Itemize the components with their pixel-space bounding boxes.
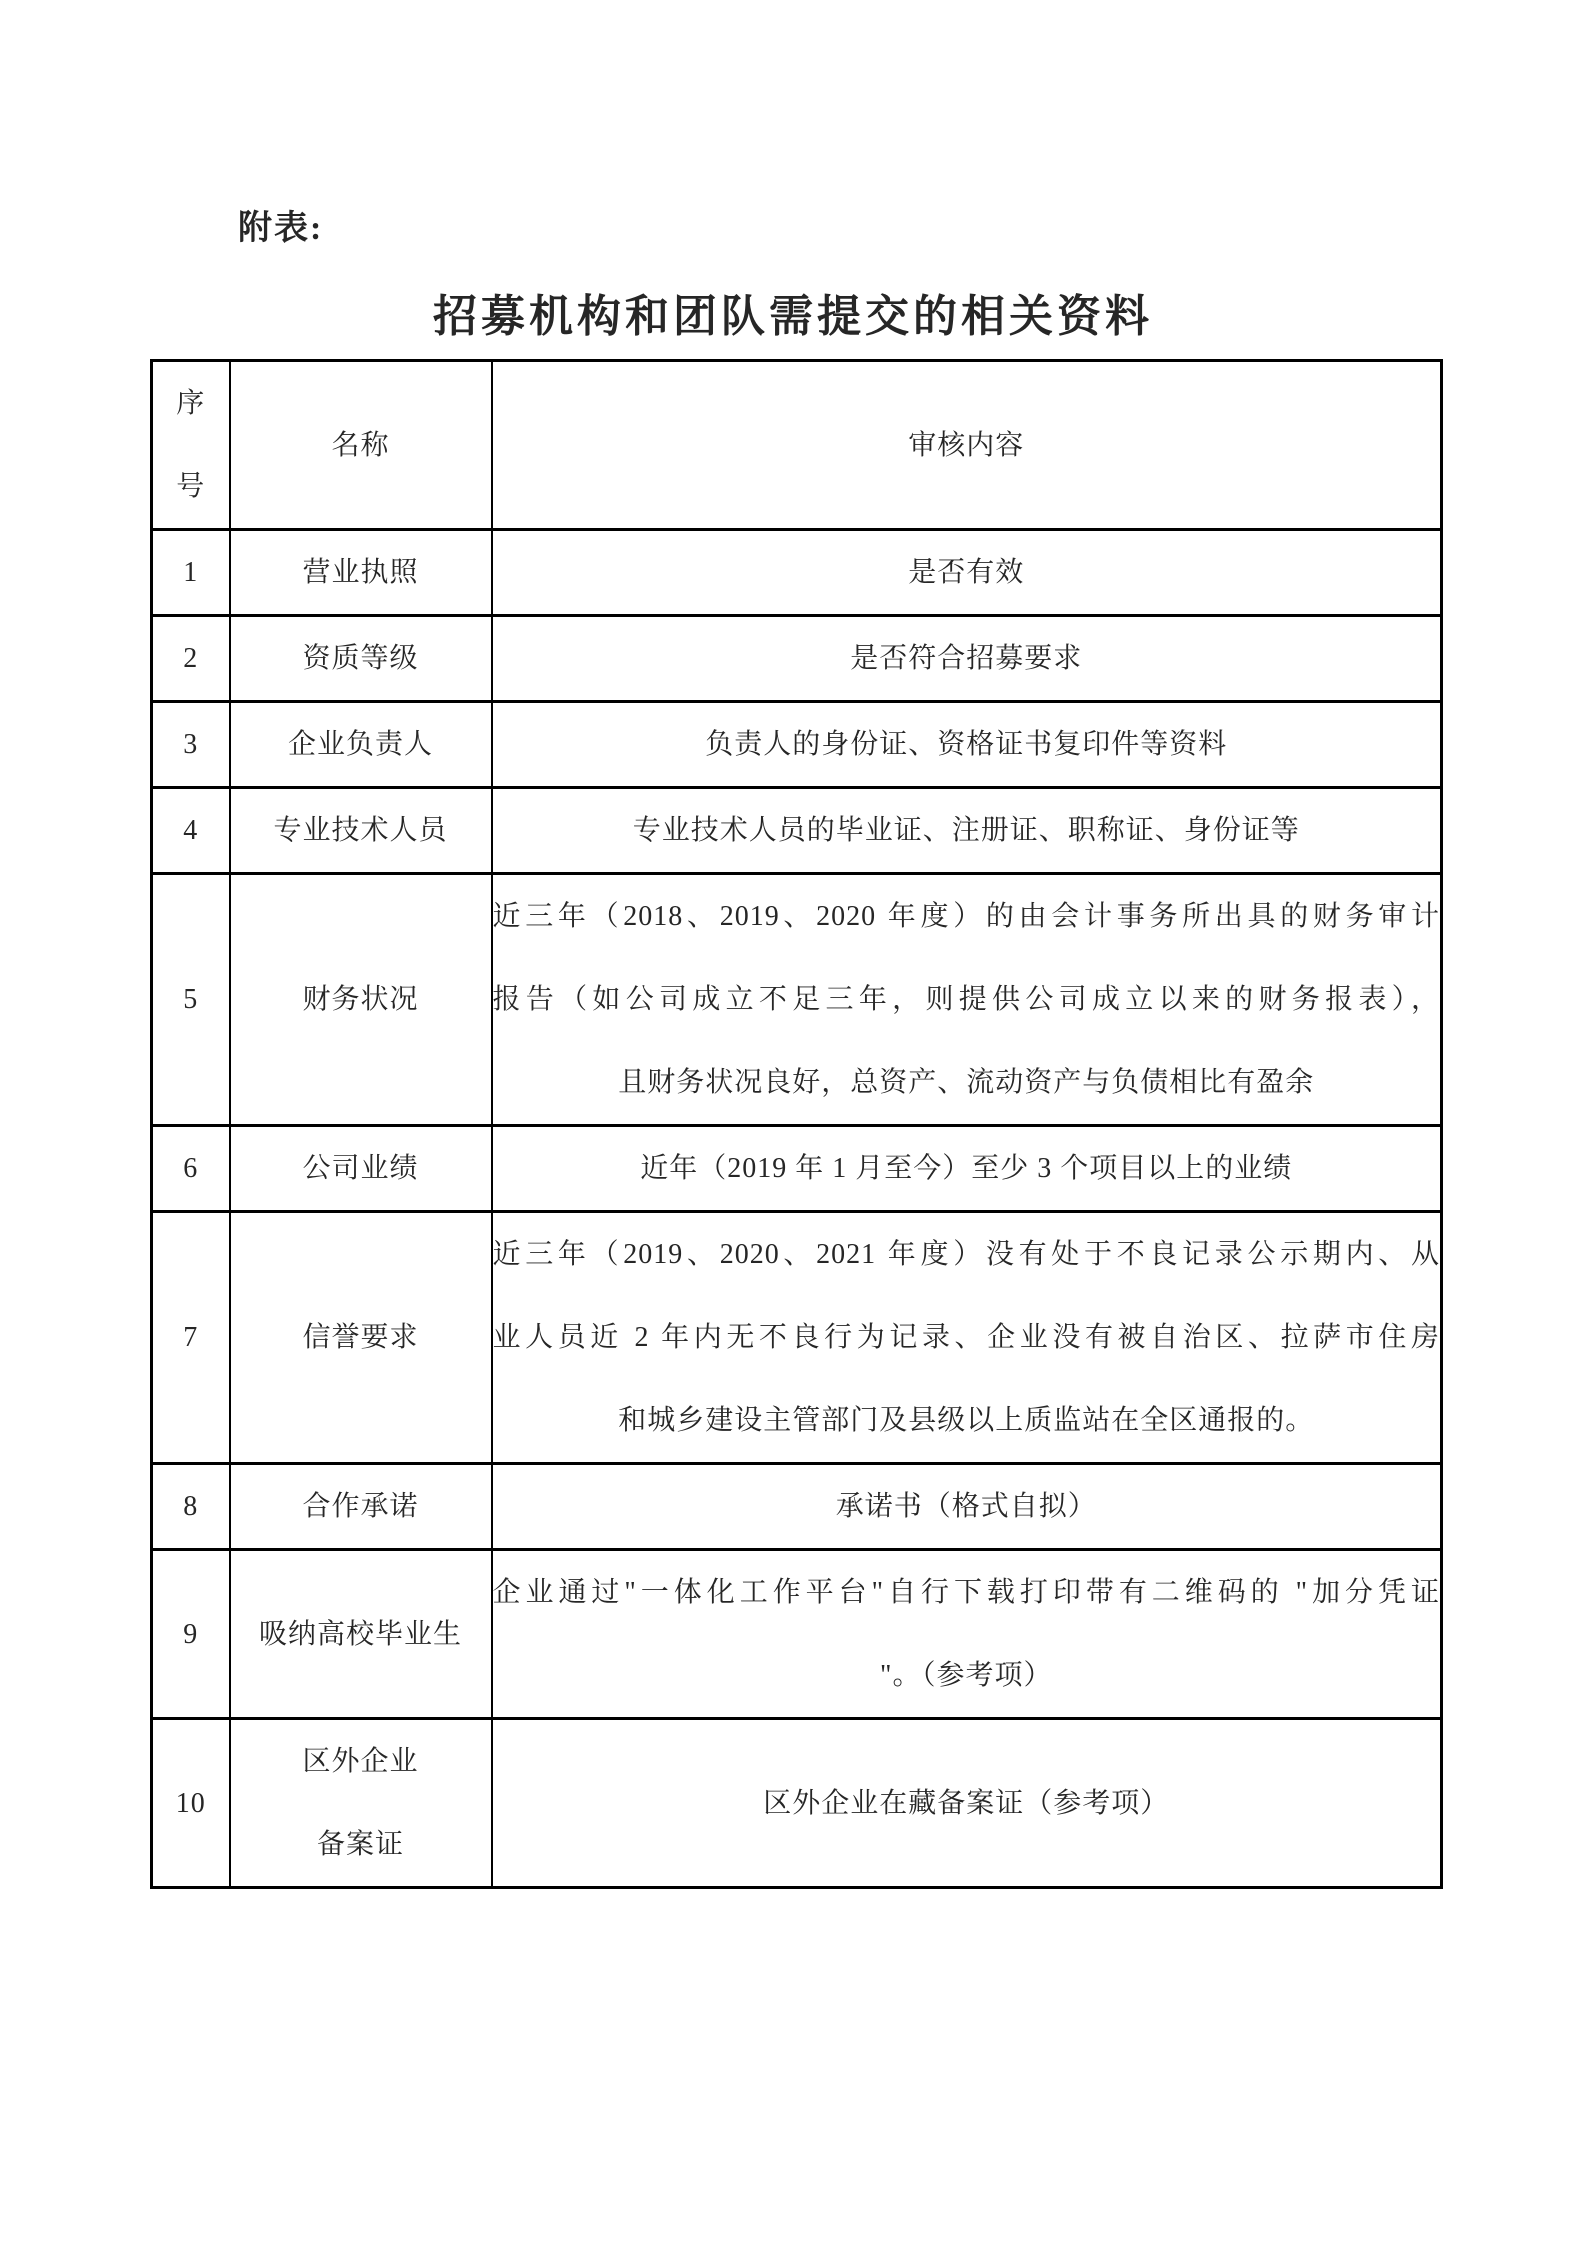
row-number: 6 bbox=[183, 1153, 199, 1184]
table-header-row bbox=[152, 361, 1442, 530]
header-content-label: 审核内容 bbox=[908, 429, 1025, 461]
row-name-cell bbox=[230, 874, 492, 1126]
row-content-cell bbox=[492, 1126, 1442, 1212]
row-content-cell bbox=[492, 702, 1442, 788]
row-content-line: 负责人的身份证、资格证书复印件等资料 bbox=[705, 729, 1228, 760]
row-content-line: 报告（如公司成立不足三年，则提供公司成立以来的财务报表）， bbox=[492, 984, 1440, 1015]
row-name-cell bbox=[230, 788, 492, 874]
attachment-label: 附表: bbox=[238, 210, 324, 247]
row-name-line: 营业执照 bbox=[302, 557, 419, 588]
row-name-cell bbox=[230, 702, 492, 788]
row-content-line: 近三年（2019、2020、2021 年度）没有处于不良记录公示期内、从 bbox=[492, 1239, 1440, 1270]
row-number-cell bbox=[152, 1126, 230, 1212]
row-name-line: 企业负责人 bbox=[287, 729, 433, 760]
header-no-line-2: 号 bbox=[176, 471, 206, 502]
row-content-cell bbox=[492, 1464, 1442, 1550]
table-row bbox=[152, 1126, 1442, 1212]
row-content-line: 且财务状况良好，总资产、流动资产与负债相比有盈余 bbox=[618, 1067, 1315, 1098]
row-name-cell bbox=[230, 1719, 492, 1888]
page-title: 招募机构和团队需提交的相关资料 bbox=[433, 292, 1153, 341]
row-content-line: 是否有效 bbox=[908, 557, 1025, 588]
row-name-cell bbox=[230, 616, 492, 702]
header-cell-name bbox=[230, 361, 492, 530]
row-number: 2 bbox=[183, 643, 199, 674]
row-name-cell bbox=[230, 1464, 492, 1550]
header-name-label: 名称 bbox=[331, 429, 390, 461]
header-cell-no bbox=[152, 361, 230, 530]
submission-materials-table bbox=[150, 359, 1443, 1889]
row-number-cell bbox=[152, 702, 230, 788]
row-number-cell bbox=[152, 616, 230, 702]
row-content-line: 区外企业在藏备案证（参考项） bbox=[763, 1787, 1170, 1819]
row-number-cell bbox=[152, 874, 230, 1126]
row-name-line: 备案证 bbox=[316, 1829, 404, 1860]
row-content-line: "。（参考项） bbox=[880, 1660, 1053, 1691]
row-name-line: 合作承诺 bbox=[302, 1491, 419, 1522]
row-number: 7 bbox=[183, 1322, 199, 1353]
row-name-cell bbox=[230, 530, 492, 616]
row-number: 1 bbox=[183, 557, 199, 588]
table-body bbox=[152, 530, 1442, 1888]
row-number: 10 bbox=[175, 1787, 206, 1819]
row-name-line: 专业技术人员 bbox=[273, 815, 448, 846]
row-number-cell bbox=[152, 530, 230, 616]
row-content-line: 业人员近 2 年内无不良行为记录、企业没有被自治区、拉萨市住房 bbox=[492, 1322, 1440, 1353]
table-row bbox=[152, 1464, 1442, 1550]
row-content-line: 近年（2019 年 1 月至今）至少 3 个项目以上的业绩 bbox=[640, 1153, 1293, 1184]
row-name-line: 吸纳高校毕业生 bbox=[258, 1618, 462, 1650]
row-number: 5 bbox=[183, 984, 199, 1015]
row-name-line: 资质等级 bbox=[302, 643, 419, 674]
row-number-cell bbox=[152, 788, 230, 874]
table-row bbox=[152, 1212, 1442, 1464]
row-name-cell bbox=[230, 1550, 492, 1719]
row-content-cell bbox=[492, 1550, 1442, 1719]
row-number: 8 bbox=[183, 1491, 199, 1522]
table-row bbox=[152, 1719, 1442, 1888]
row-content-cell bbox=[492, 616, 1442, 702]
table-row bbox=[152, 616, 1442, 702]
row-number-cell bbox=[152, 1212, 230, 1464]
row-name-line: 区外企业 bbox=[302, 1746, 419, 1777]
row-number-cell bbox=[152, 1464, 230, 1550]
row-number-cell bbox=[152, 1550, 230, 1719]
row-content-cell bbox=[492, 1212, 1442, 1464]
row-number: 9 bbox=[183, 1618, 199, 1650]
table-row bbox=[152, 788, 1442, 874]
row-number: 4 bbox=[183, 815, 199, 846]
table-row bbox=[152, 530, 1442, 616]
row-name-line: 信誉要求 bbox=[302, 1322, 419, 1353]
row-name-line: 财务状况 bbox=[302, 984, 419, 1015]
table-row bbox=[152, 874, 1442, 1126]
row-content-line: 近三年（2018、2019、2020 年度）的由会计事务所出具的财务审计 bbox=[492, 901, 1440, 932]
row-content-line: 承诺书（格式自拟） bbox=[835, 1491, 1097, 1522]
row-content-cell bbox=[492, 530, 1442, 616]
row-content-cell bbox=[492, 874, 1442, 1126]
table-row bbox=[152, 1550, 1442, 1719]
row-name-cell bbox=[230, 1126, 492, 1212]
row-number-cell bbox=[152, 1719, 230, 1888]
row-content-cell bbox=[492, 788, 1442, 874]
header-cell-content bbox=[492, 361, 1442, 530]
row-content-line: 企业通过"一体化工作平台"自行下载打印带有二维码的 "加分凭证 bbox=[492, 1577, 1440, 1608]
row-number: 3 bbox=[183, 729, 199, 760]
row-content-line: 专业技术人员的毕业证、注册证、职称证、身份证等 bbox=[632, 815, 1300, 846]
row-name-cell bbox=[230, 1212, 492, 1464]
header-no-line-1: 序 bbox=[176, 388, 206, 419]
row-name-line: 公司业绩 bbox=[302, 1153, 419, 1184]
row-content-line: 和城乡建设主管部门及县级以上质监站在全区通报的。 bbox=[618, 1405, 1315, 1436]
table-row bbox=[152, 702, 1442, 788]
row-content-cell bbox=[492, 1719, 1442, 1888]
row-content-line: 是否符合招募要求 bbox=[850, 643, 1083, 674]
